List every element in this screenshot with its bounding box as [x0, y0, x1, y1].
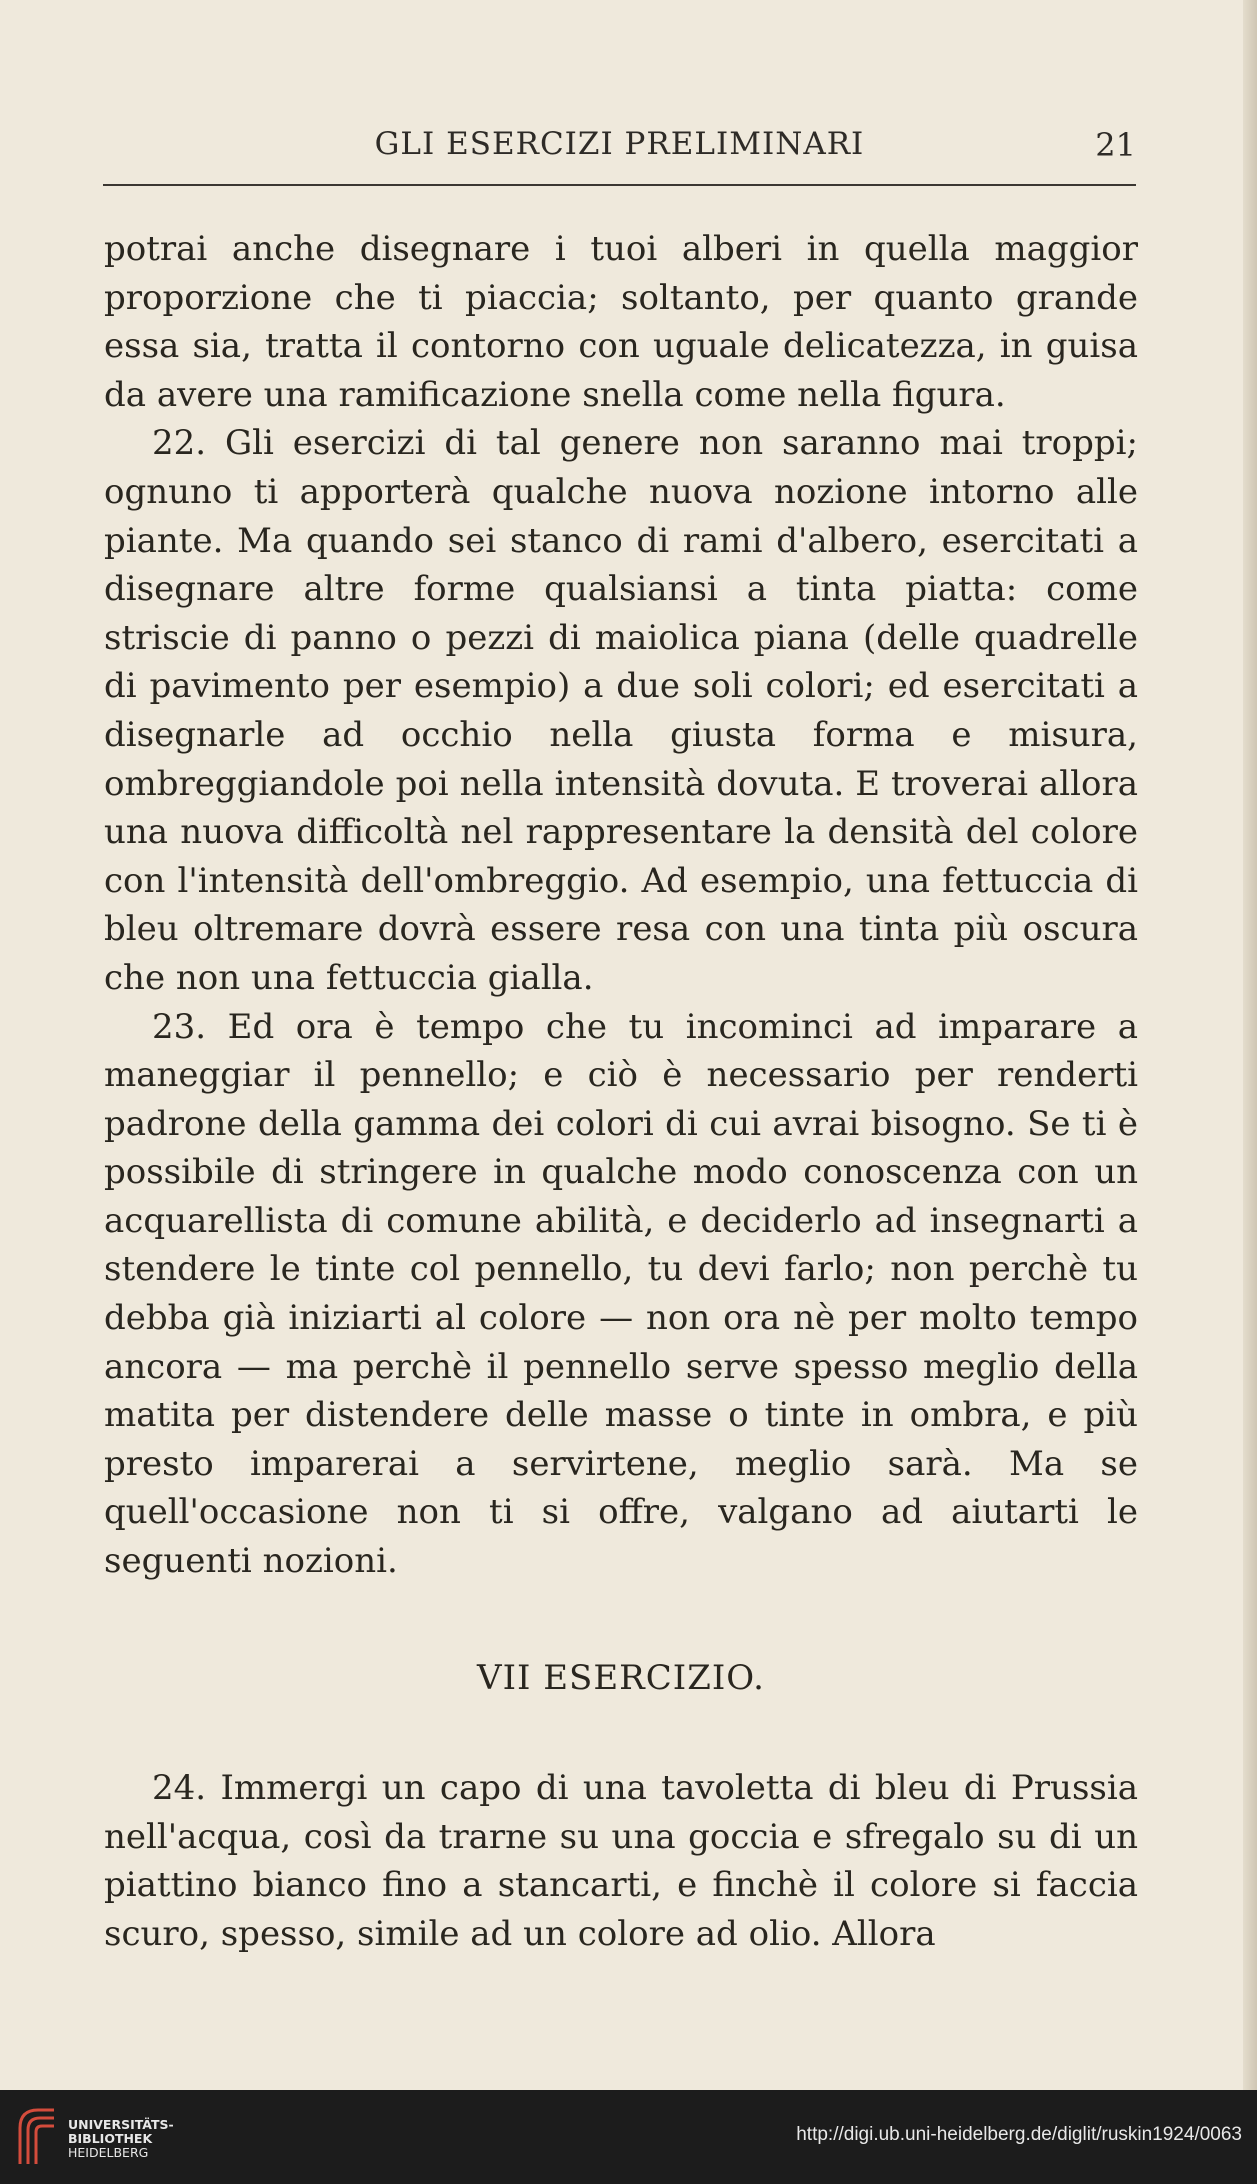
header-rule: [103, 184, 1136, 186]
paragraph-24: 24. Immergi un capo di una tavoletta di bleu di Prussia nell'acqua, così da trarne su una goccia e sfregalo su di un piattino bianco fino a stancarti, e finchè il colore si faccia scuro, spesso, simile ad un colore ad olio. Allora: [104, 1768, 1138, 1954]
paragraph-23: 23. Ed ora è tempo che tu incominci ad imparare a maneggiar il pennello; e ciò è necessario per renderti padrone della gamma dei colori di cui avrai bisogno. Se ti è possibile di stringere in qualche modo conoscenza con un acquarellista di comune abilità, e deciderlo ad insegnarti a stendere le tinte col pennello, tu devi farlo; non perchè tu debba già iniziarti al colore — non ora nè per molto tempo ancora — ma perchè il pennello serve spesso meglio della matita per distendere delle masse o tinte in ombra, e più presto imparerai a servirtene, meglio sarà. Ma se quell'occasione non ti si offre, valgano ad aiutarti le seguenti nozioni.: [104, 1006, 1138, 1582]
source-url-link[interactable]: http://digi.ub.uni-heidelberg.de/diglit/ruskin1924/0063: [796, 2124, 1242, 2145]
library-name: [68, 2118, 174, 2160]
paragraph-22: 22. Gli esercizi di tal genere non saranno mai troppi; ognuno ti apporterà qualche nuova nozione intorno alle piante. Ma quando sei stanco di rami d'albero, esercitati a disegnare altre forme qualsiansi a tinta piatta: come striscie di panno o pezzi di maiolica piana (delle quadrelle di pavimento per esempio) a due soli colori; ed esercitati a disegnarle ad occhio nella giusta forma e misura, ombreggiandole poi nella intensità dovuta. E troverai allora una nuova difficoltà nel rappresentare la densità del colore con l'intensità dell'ombreggio. Ad esempio, una fettuccia di bleu oltremare dovrà essere resa con una tinta più oscura che non una fettuccia gialla.: [104, 423, 1138, 998]
library-name-line-1: UNIVERSITÄTS-: [68, 2117, 174, 2132]
running-title: GLI ESERCIZI PRELIMINARI: [374, 126, 865, 162]
body-text: [104, 225, 1138, 1586]
library-name-line-2: BIBLIOTHEK: [68, 2131, 153, 2146]
section-heading: VII ESERCIZIO.: [477, 1658, 765, 1698]
library-logo-icon: [14, 2104, 58, 2166]
page-edge-shadow: [1243, 0, 1257, 2090]
paragraph-continued: potrai anche disegnare i tuoi alberi in quella maggior proporzione che ti piaccia; soltanto, per quanto grande essa sia, tratta il contorno con uguale delicatezza, in guisa da avere una ramificazione snella come nella figura.: [104, 229, 1138, 415]
body-text-continued: [104, 1764, 1138, 1958]
library-name-line-3: HEIDELBERG: [68, 2145, 149, 2160]
page-header: [103, 126, 1136, 176]
page-number: 21: [1095, 126, 1136, 164]
